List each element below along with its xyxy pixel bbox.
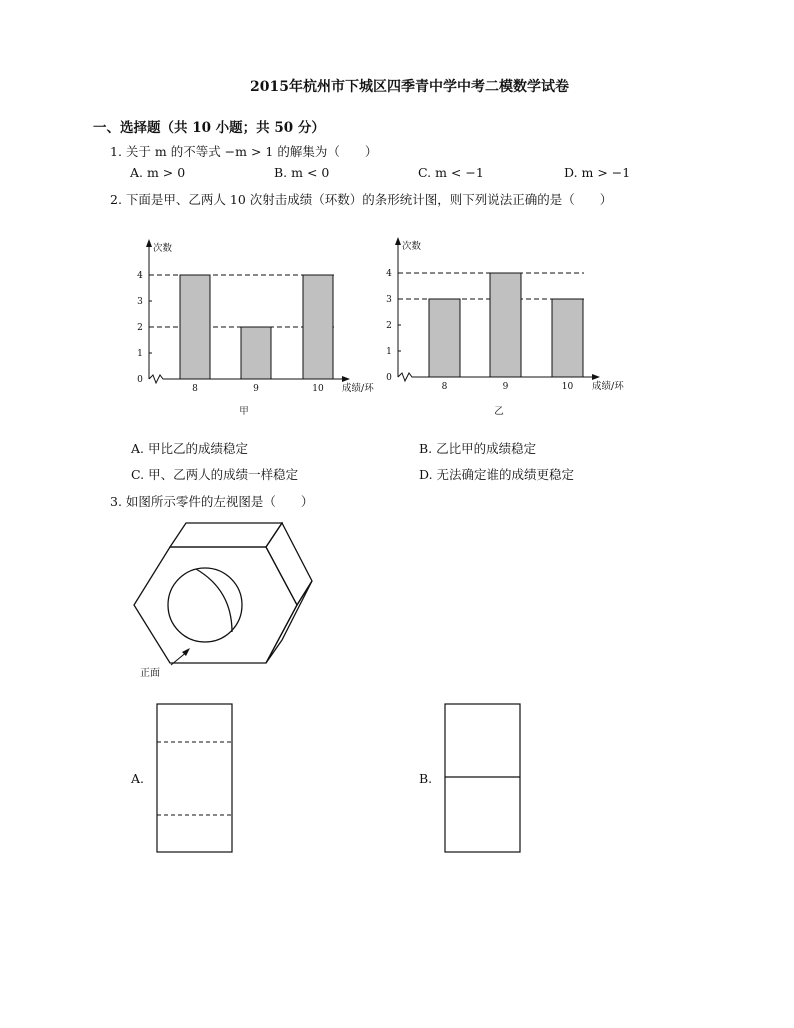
y-tick-label: 3 [137,297,143,307]
question-1-option-c: C. m < −1 [418,165,484,180]
question-2-stem: 2. 下面是甲、乙两人 10 次射击成绩（环数）的条形统计图，则下列说法正确的是（ ） [110,192,613,207]
x-axis-label: 成绩/环 [592,381,624,392]
question-2-option-a: A. 甲比乙的成绩稳定 [131,441,248,456]
y-tick-label: 3 [386,295,392,305]
x-axis-label: 成绩/环 [342,383,374,394]
y-axis-label: 次数 [153,243,173,254]
x-tick-label: 10 [561,382,574,392]
question-2-option-b: B. 乙比甲的成绩稳定 [419,441,537,456]
question-1-option-b: B. m < 0 [274,165,330,180]
question-3-option-b-label: B. [419,771,433,786]
front-face-label: 正面 [140,668,160,679]
y-tick-label: 1 [386,347,392,357]
question-2-option-c: C. 甲、乙两人的成绩一样稳定 [131,467,299,482]
x-tick-label: 10 [312,384,324,394]
x-tick-label: 8 [441,382,448,392]
y-tick-label: 2 [137,323,143,333]
question-3-stem: 3. 如图所示零件的左视图是（ ） [110,494,314,509]
x-tick-label: 9 [502,382,509,392]
y-tick-label: 0 [137,375,143,385]
y-tick-label: 2 [386,321,392,331]
question-2-option-d: D. 无法确定谁的成绩更稳定 [419,467,575,482]
page-title: 2015年杭州市下城区四季青中学中考二模数学试卷 [250,79,569,95]
x-tick-label: 9 [253,384,259,394]
section-heading: 一、选择题（共 10 小题；共 50 分） [93,120,325,136]
question-1-stem: 1. 关于 m 的不等式 −m > 1 的解集为（ ） [110,144,378,159]
question-1-option-a: A. m > 0 [130,165,186,180]
chart-title: 甲 [239,406,249,417]
y-tick-label: 1 [137,349,143,359]
y-axis-label: 次数 [402,241,422,252]
y-tick-label: 4 [386,269,392,279]
y-tick-label: 4 [137,271,143,281]
chart-title: 乙 [494,406,504,417]
y-tick-label: 0 [386,373,392,383]
question-3-option-a-label: A. [131,771,145,786]
x-tick-label: 8 [192,384,198,394]
question-1-option-d: D. m > −1 [564,165,631,180]
